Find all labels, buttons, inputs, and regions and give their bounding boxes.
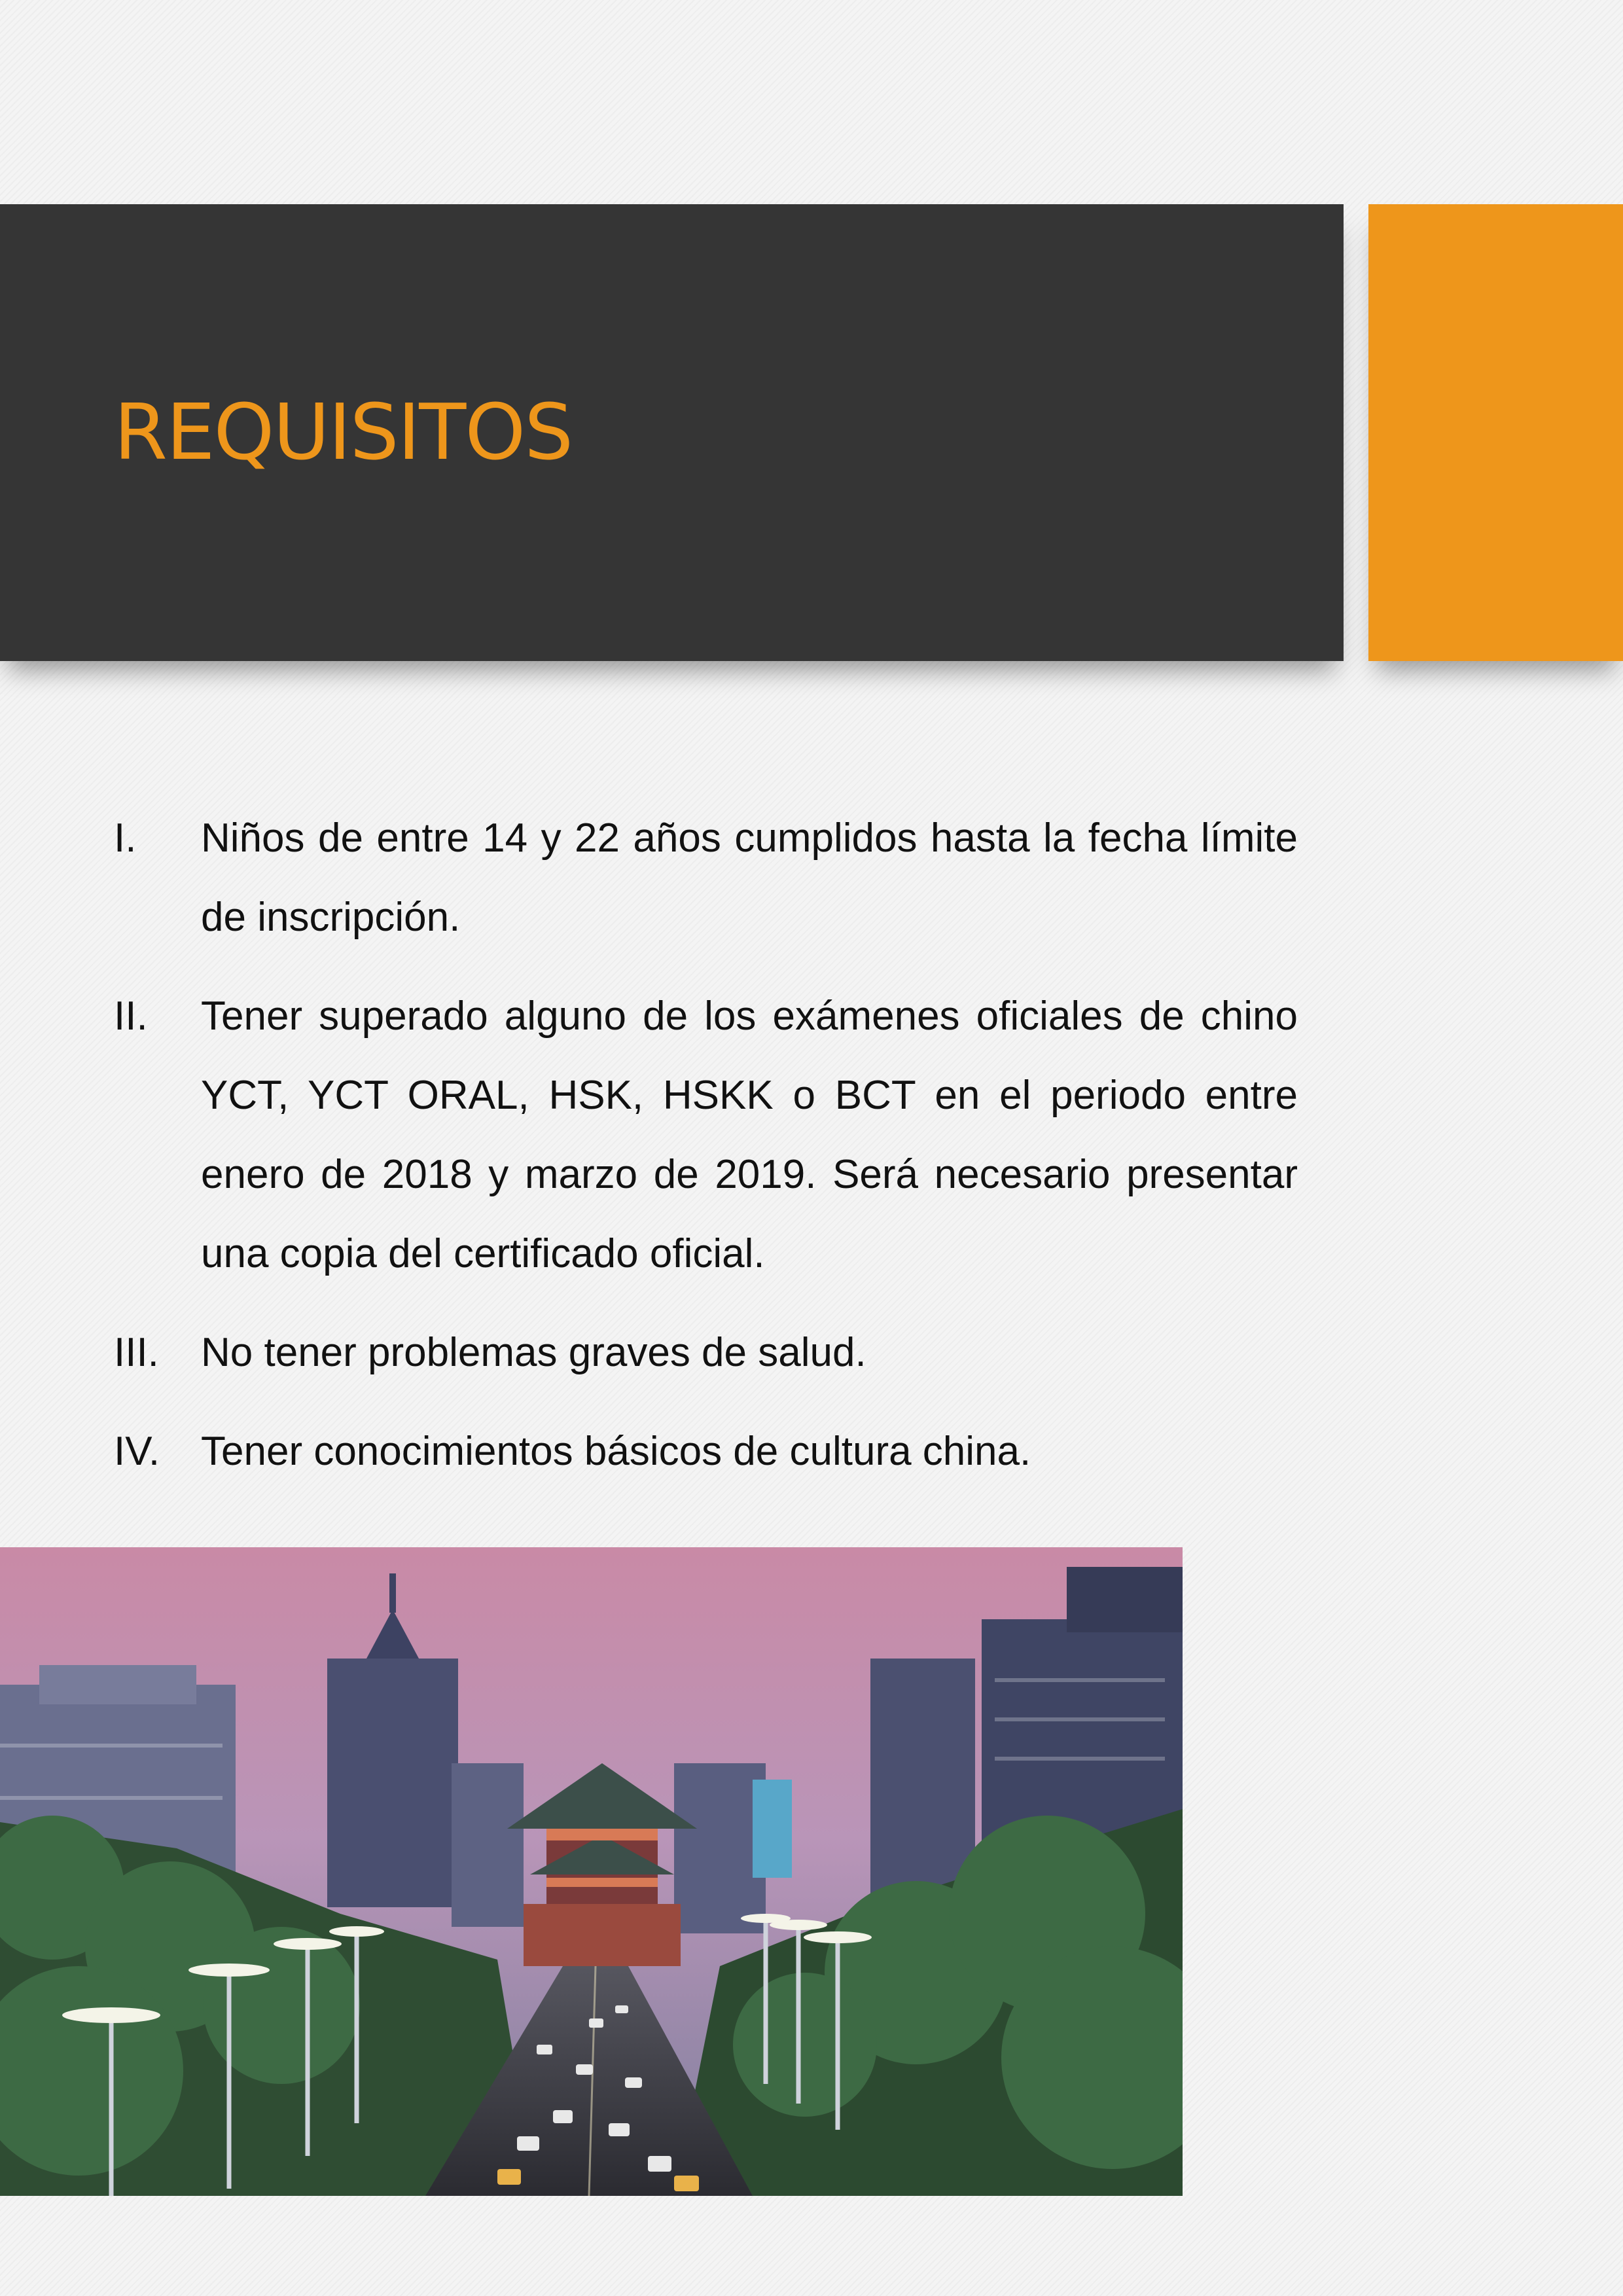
requirements-list xyxy=(114,798,1298,1511)
list-item-text: No tener problemas graves de salud. xyxy=(201,1330,866,1375)
list-item-number: IV. xyxy=(114,1429,160,1474)
accent-block xyxy=(1368,204,1623,661)
list-item-text: Tener conocimientos básicos de cultura china. xyxy=(201,1429,1031,1474)
list-item xyxy=(114,1412,1298,1491)
list-item-number: III. xyxy=(114,1330,159,1375)
list-item xyxy=(114,798,1298,957)
list-item xyxy=(114,977,1298,1293)
list-item xyxy=(114,1313,1298,1392)
city-photo-illustration xyxy=(0,1547,1183,2196)
list-item-text: Tener superado alguno de los exámenes oficiales de chino YCT, YCT ORAL, HSK, HSKK o BCT en el periodo entre enero de 2018 y marzo de 2019. Será necesario presentar una copia del certificado oficial. xyxy=(201,994,1298,1276)
list-item-number: I. xyxy=(114,816,137,861)
page-title: REQUISITOS xyxy=(114,387,573,477)
list-item-text: Niños de entre 14 y 22 años cumplidos hasta la fecha límite de inscripción. xyxy=(201,816,1298,940)
list-item-number: II. xyxy=(114,994,148,1039)
city-photo xyxy=(0,1547,1183,2196)
